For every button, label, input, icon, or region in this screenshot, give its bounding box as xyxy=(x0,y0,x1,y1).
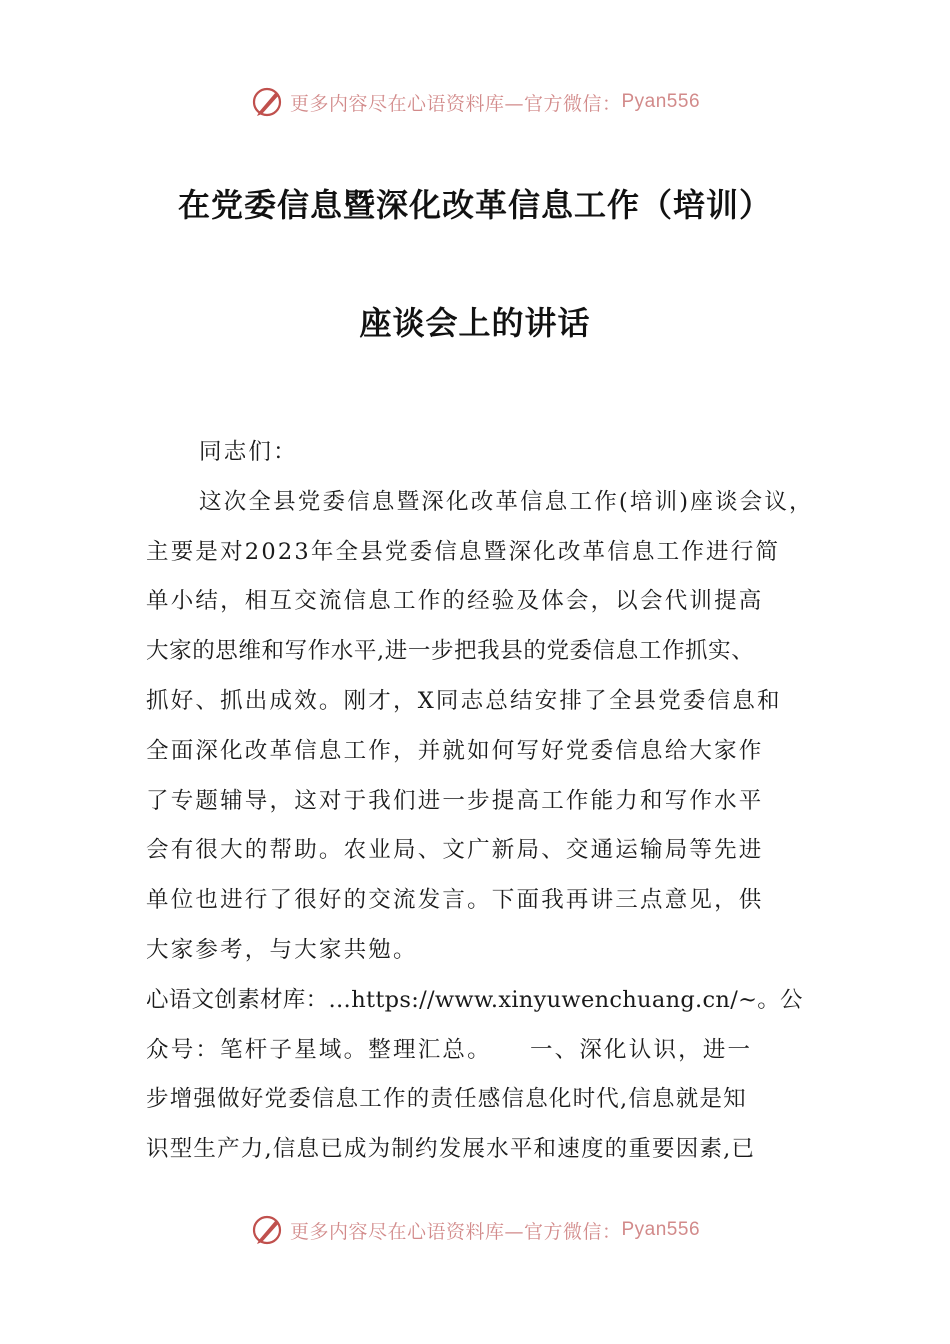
salutation: 同志们： xyxy=(199,439,298,465)
paragraph-line: 全面深化改革信息工作，并就如何写好党委信息给大家作 xyxy=(146,737,764,764)
paragraph-line: 主要是对2023年全县党委信息暨深化改革信息工作进行简 xyxy=(146,538,781,565)
header-banner xyxy=(0,82,950,122)
paragraph-line: 大家参考，与大家共勉。 xyxy=(146,936,418,963)
pen-circle-icon xyxy=(250,1213,284,1247)
paragraph-line: 了专题辅导，这对于我们进一步提高工作能力和写作水平 xyxy=(146,787,764,814)
title-line-1: 在党委信息暨深化改革信息工作（培训） xyxy=(177,186,772,224)
paragraph-line: 这次全县党委信息暨深化改革信息工作(培训)座谈会议， xyxy=(199,488,814,515)
pen-circle-icon xyxy=(250,85,284,119)
footer-banner-text: 更多内容尽在心语资料库—官方微信： xyxy=(289,1220,622,1243)
header-banner-text: 更多内容尽在心语资料库—官方微信： xyxy=(289,92,622,115)
paragraph-line: 会有很大的帮助。农业局、文广新局、交通运输局等先进 xyxy=(146,837,764,864)
document-body xyxy=(146,428,814,1175)
section-line: 识型生产力,信息已成为制约发展水平和速度的重要因素,已 xyxy=(146,1136,756,1163)
header-banner-id: Pyan556 xyxy=(621,91,701,112)
footer-banner xyxy=(0,1210,950,1250)
paragraph-line: 抓好、抓出成效。刚才，X同志总结安排了全县党委信息和 xyxy=(146,687,782,714)
source-line: 众号：笔杆子星域。整理汇总。 一、深化认识，进一 xyxy=(146,1036,753,1063)
paragraph-line: 单小结，相互交流信息工作的经验及体会，以会代训提高 xyxy=(146,588,764,615)
source-line: 心语文创素材库：…https://www.xinyuwenchuang.cn/~。公 xyxy=(146,986,803,1013)
section-line: 步增强做好党委信息工作的责任感信息化时代,信息就是知 xyxy=(146,1086,747,1113)
footer-banner-id: Pyan556 xyxy=(621,1219,701,1240)
paragraph-line: 大家的思维和写作水平,进一步把我县的党委信息工作抓实、 xyxy=(146,638,755,665)
paragraph-line: 单位也进行了很好的交流发言。下面我再讲三点意见，供 xyxy=(146,887,764,914)
title-line-2: 座谈会上的讲话 xyxy=(359,304,591,342)
